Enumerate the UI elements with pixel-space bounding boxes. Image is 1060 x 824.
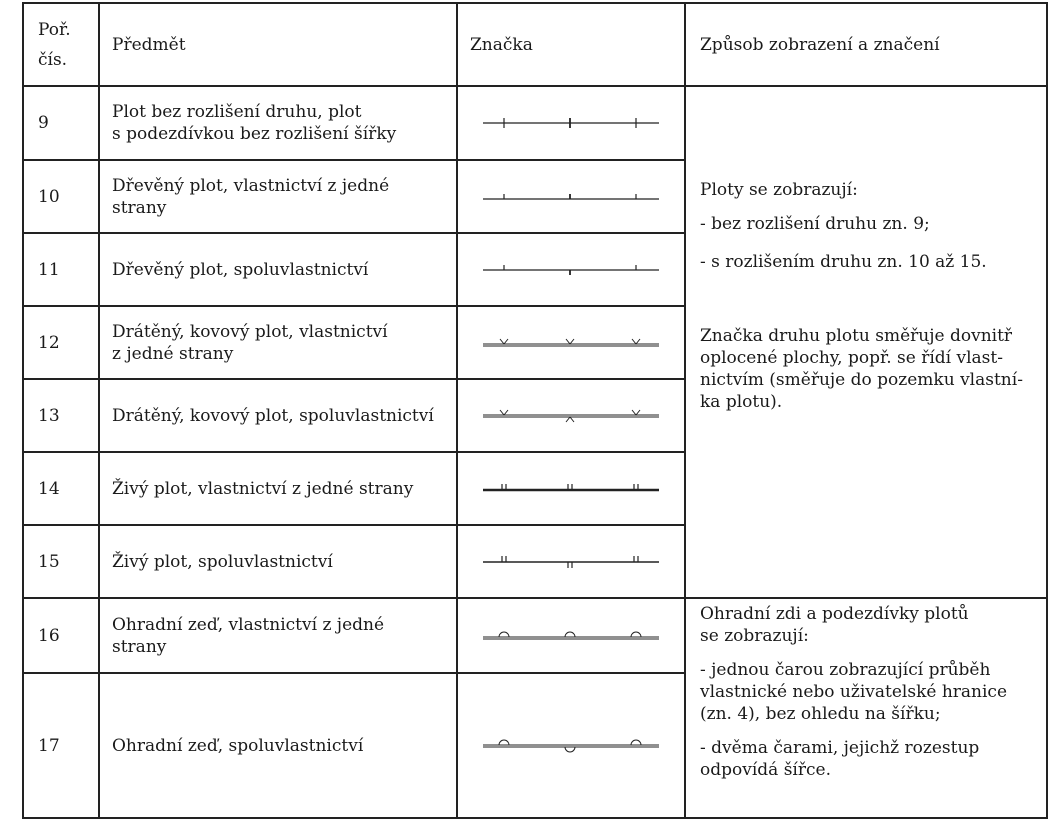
row-item — [99, 160, 457, 233]
fence-wood-one-side-icon — [481, 185, 661, 209]
table-row — [23, 598, 1047, 673]
header-description: Způsob zobrazení a značení — [685, 3, 1047, 86]
header-number-line2: čís. — [38, 49, 68, 70]
hedge-shared-icon — [481, 550, 661, 574]
row-symbol — [457, 379, 685, 452]
walls-desc-p1-line1: Ohradní zdi a podezdívky plotů — [700, 604, 969, 624]
fences-desc-p1: Ploty se zobrazují: — [700, 180, 858, 200]
header-number-line1: Poř. — [38, 19, 71, 40]
row-number: 15 — [23, 525, 99, 598]
row-number: 10 — [23, 160, 99, 233]
row-symbol — [457, 306, 685, 379]
row-symbol — [457, 233, 685, 306]
row-symbol — [457, 673, 685, 818]
fences-desc-p4-line1: Značka druhu plotu směřuje dovnitř — [700, 326, 1013, 346]
row-item-line1: Dřevěný plot, vlastnictví z jedné — [112, 175, 390, 196]
row-item-line1: Dřevěný plot, spoluvlastnictví — [112, 259, 369, 280]
row-item — [99, 86, 457, 160]
walls-desc-p2-line2: vlastnické nebo uživatelské hranice — [700, 682, 1008, 702]
walls-description — [685, 598, 1047, 818]
row-item-line2: strany — [112, 197, 167, 218]
walls-desc-p2-line1: - jednou čarou zobrazující průběh — [700, 660, 991, 680]
row-item — [99, 452, 457, 525]
hedge-one-side-icon — [481, 477, 661, 501]
walls-desc-p3-line1: - dvěma čarami, jejichž rozestup — [700, 738, 980, 758]
header-number — [23, 3, 99, 86]
row-item — [99, 306, 457, 379]
row-item — [99, 233, 457, 306]
row-symbol — [457, 160, 685, 233]
row-number: 17 — [23, 673, 99, 818]
walls-desc-p1-line2: se zobrazují: — [700, 626, 809, 646]
row-item-line2: s podezdívkou bez rozlišení šířky — [112, 124, 397, 144]
row-symbol — [457, 525, 685, 598]
fences-desc-p3: - s rozlišením druhu zn. 10 až 15. — [700, 252, 987, 272]
fences-desc-p2: - bez rozlišení druhu zn. 9; — [700, 214, 930, 234]
row-number: 14 — [23, 452, 99, 525]
row-number: 12 — [23, 306, 99, 379]
header-symbol: Značka — [457, 3, 685, 86]
header-item: Předmět — [99, 3, 457, 86]
row-item — [99, 379, 457, 452]
row-symbol — [457, 452, 685, 525]
walls-desc-p3-line2: odpovídá šířce. — [700, 760, 831, 780]
wall-shared-icon — [481, 734, 661, 758]
row-item-line1: Plot bez rozlišení druhu, plot — [112, 102, 362, 122]
row-item — [99, 673, 457, 818]
row-item-line2: z jedné strany — [112, 343, 234, 364]
row-item — [99, 525, 457, 598]
row-number: 11 — [23, 233, 99, 306]
row-number: 16 — [23, 598, 99, 673]
wall-one-side-icon — [481, 624, 661, 648]
row-item-line1: Živý plot, vlastnictví z jedné strany — [112, 478, 414, 499]
row-symbol — [457, 86, 685, 160]
row-item-line1: Drátěný, kovový plot, spoluvlastnictví — [112, 405, 434, 426]
header-row — [23, 3, 1047, 86]
row-item-line1: Ohradní zeď, vlastnictví z jedné — [112, 614, 385, 635]
fences-desc-p4-line4: ka plotu). — [700, 392, 783, 412]
map-symbols-table — [22, 2, 1048, 819]
fence-plain-ticks-icon — [481, 111, 661, 135]
row-item-line1: Živý plot, spoluvlastnictví — [112, 551, 333, 572]
row-item — [99, 598, 457, 673]
row-number: 9 — [23, 86, 99, 160]
walls-desc-p2-line3: (zn. 4), bez ohledu na šířku; — [700, 704, 941, 724]
row-item-line2: strany — [112, 636, 167, 657]
row-item-line1: Ohradní zeď, spoluvlastnictví — [112, 735, 364, 756]
row-symbol — [457, 598, 685, 673]
row-item-line1: Drátěný, kovový plot, vlastnictví — [112, 321, 388, 342]
fence-wire-one-side-icon — [481, 331, 661, 355]
fence-wire-shared-icon — [481, 404, 661, 428]
row-number: 13 — [23, 379, 99, 452]
table-row — [23, 86, 1047, 160]
fence-wood-shared-icon — [481, 258, 661, 282]
fences-desc-p4-line2: oplocené plochy, popř. se řídí vlast- — [700, 348, 1003, 368]
fences-desc-p4-line3: nictvím (směřuje do pozemku vlastní- — [700, 370, 1023, 390]
fences-description — [685, 86, 1047, 598]
